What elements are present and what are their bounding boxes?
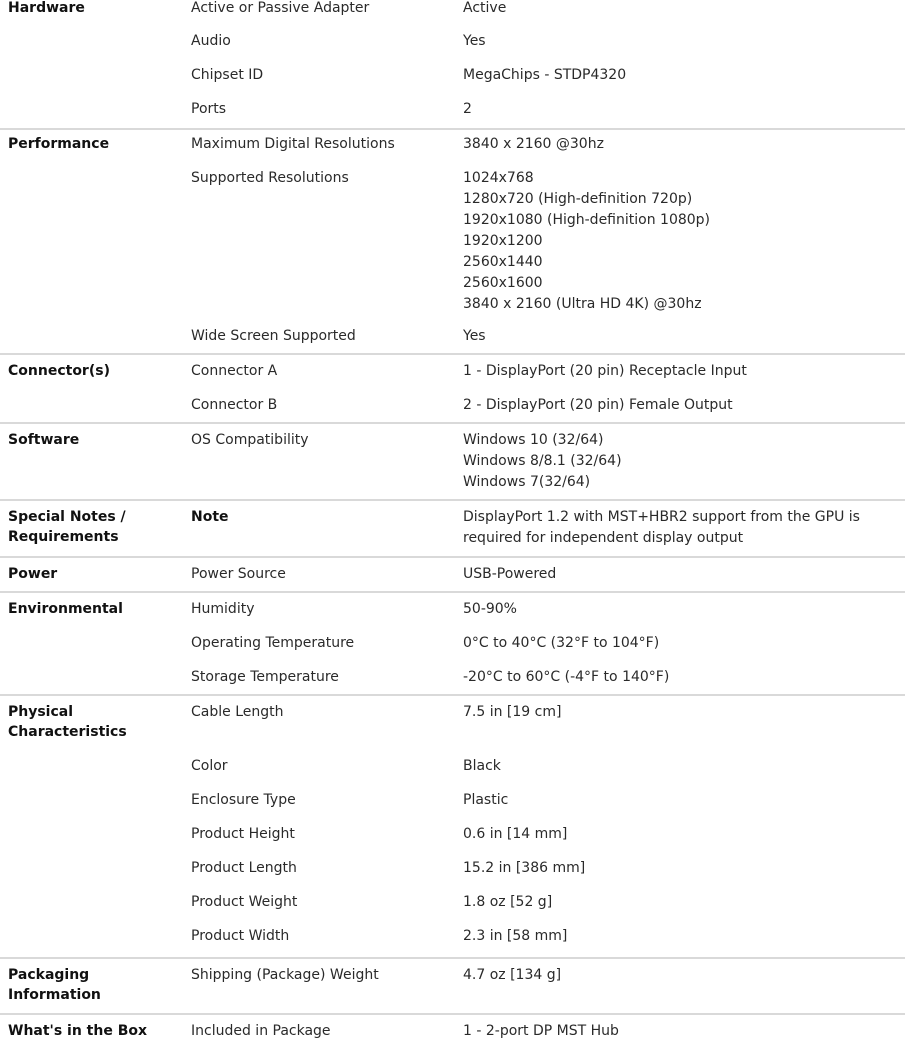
value-line: Yes <box>463 328 486 344</box>
attribute-label: Product Width <box>191 928 290 944</box>
value-line: 2560x1440 <box>463 254 543 270</box>
value-line: 1920x1080 (High-definition 1080p) <box>463 212 711 228</box>
attribute-label: Wide Screen Supported <box>191 328 356 344</box>
value-line: 50-90% <box>463 601 517 617</box>
category-label: Physical Characteristics <box>8 704 127 740</box>
spec-group-special-notes <box>0 501 905 558</box>
attribute-label: Humidity <box>191 601 255 617</box>
spec-group-hardware <box>0 0 905 130</box>
value-line: Windows 7(32/64) <box>463 474 591 490</box>
value-line: Yes <box>463 33 486 49</box>
category-label: Software <box>8 432 80 448</box>
attribute-label: Included in Package <box>191 1023 331 1039</box>
category-label: Special Notes / Requirements <box>8 509 126 545</box>
value-line: -20°C to 60°C (-4°F to 140°F) <box>463 669 670 685</box>
value-line: 3840 x 2160 (Ultra HD 4K) @30hz <box>463 296 702 312</box>
attribute-value <box>463 633 893 654</box>
attribute-label: Connector B <box>191 397 278 413</box>
attribute-label: Product Height <box>191 826 295 842</box>
attribute-value <box>463 0 893 19</box>
value-line: 0°C to 40°C (32°F to 104°F) <box>463 635 660 651</box>
attribute-label: Connector A <box>191 363 278 379</box>
attribute-label: Active or Passive Adapter <box>191 0 370 16</box>
spec-group-physical <box>0 696 905 959</box>
attribute-value <box>463 326 893 347</box>
attribute-label: OS Compatibility <box>191 432 309 448</box>
spec-group-software <box>0 424 905 501</box>
value-line: 2560x1600 <box>463 275 543 291</box>
attribute-value <box>463 599 893 620</box>
value-line: 1280x720 (High-definition 720p) <box>463 191 693 207</box>
attribute-value <box>463 31 893 52</box>
value-line: 7.5 in [19 cm] <box>463 704 562 720</box>
attribute-value <box>463 926 893 947</box>
attribute-label: Product Weight <box>191 894 298 910</box>
attribute-label: Maximum Digital Resolutions <box>191 136 395 152</box>
value-line: required for independent display output <box>463 530 744 546</box>
attribute-value <box>463 395 893 416</box>
category-label: Environmental <box>8 601 123 617</box>
attribute-value <box>463 564 893 585</box>
value-line: 1 - DisplayPort (20 pin) Receptacle Input <box>463 363 747 379</box>
value-line: 2 <box>463 101 472 117</box>
attribute-label: Product Length <box>191 860 297 876</box>
value-line: 1920x1200 <box>463 233 543 249</box>
attribute-value <box>463 824 893 845</box>
attribute-value <box>463 756 893 777</box>
value-line: 2.3 in [58 mm] <box>463 928 568 944</box>
attribute-label: Enclosure Type <box>191 792 296 808</box>
value-line: 4.7 oz [134 g] <box>463 967 562 983</box>
attribute-label: Storage Temperature <box>191 669 339 685</box>
attribute-value <box>463 430 893 493</box>
attribute-value <box>463 507 893 549</box>
value-line: MegaChips - STDP4320 <box>463 67 627 83</box>
value-line: 3840 x 2160 @30hz <box>463 136 604 152</box>
spec-group-power <box>0 558 905 593</box>
attribute-value <box>463 99 893 120</box>
spec-group-box-contents <box>0 1015 905 1055</box>
value-line: 15.2 in [386 mm] <box>463 860 586 876</box>
attribute-label: Cable Length <box>191 704 284 720</box>
category-label: Connector(s) <box>8 363 110 379</box>
attribute-label: Supported Resolutions <box>191 170 349 186</box>
value-line: 1024x768 <box>463 170 534 186</box>
attribute-label: Audio <box>191 33 231 49</box>
attribute-label: Shipping (Package) Weight <box>191 967 379 983</box>
value-line: USB-Powered <box>463 566 557 582</box>
attribute-value <box>463 702 893 723</box>
attribute-label: Operating Temperature <box>191 635 355 651</box>
category-label: What's in the Box <box>8 1023 148 1039</box>
category-label: Performance <box>8 136 110 152</box>
attribute-value <box>463 790 893 811</box>
attribute-value <box>463 168 893 315</box>
spec-group-performance <box>0 130 905 355</box>
category-label: Packaging Information <box>8 967 101 1003</box>
attribute-value <box>463 1021 893 1042</box>
attribute-value <box>463 134 893 155</box>
attribute-value <box>463 965 893 986</box>
value-line: Black <box>463 758 501 774</box>
category-label: Hardware <box>8 0 85 16</box>
attribute-value <box>463 361 893 382</box>
attribute-value <box>463 667 893 688</box>
category-label: Power <box>8 566 58 582</box>
attribute-label: Power Source <box>191 566 286 582</box>
value-line: DisplayPort 1.2 with MST+HBR2 support from the GPU is <box>463 509 860 525</box>
value-line: 0.6 in [14 mm] <box>463 826 568 842</box>
value-line: Active <box>463 0 507 16</box>
attribute-value <box>463 65 893 86</box>
attribute-label: Ports <box>191 101 227 117</box>
spec-group-environmental <box>0 593 905 696</box>
value-line: Plastic <box>463 792 509 808</box>
value-line: 2 - DisplayPort (20 pin) Female Output <box>463 397 733 413</box>
value-line: Windows 8/8.1 (32/64) <box>463 453 622 469</box>
attribute-label: Color <box>191 758 228 774</box>
attribute-label: Chipset ID <box>191 67 264 83</box>
value-line: 1.8 oz [52 g] <box>463 894 553 910</box>
spec-group-connectors <box>0 355 905 424</box>
attribute-label: Note <box>191 509 229 525</box>
spec-group-packaging <box>0 959 905 1015</box>
attribute-value <box>463 892 893 913</box>
value-line: 1 - 2-port DP MST Hub <box>463 1023 619 1039</box>
value-line: Windows 10 (32/64) <box>463 432 604 448</box>
attribute-value <box>463 858 893 879</box>
